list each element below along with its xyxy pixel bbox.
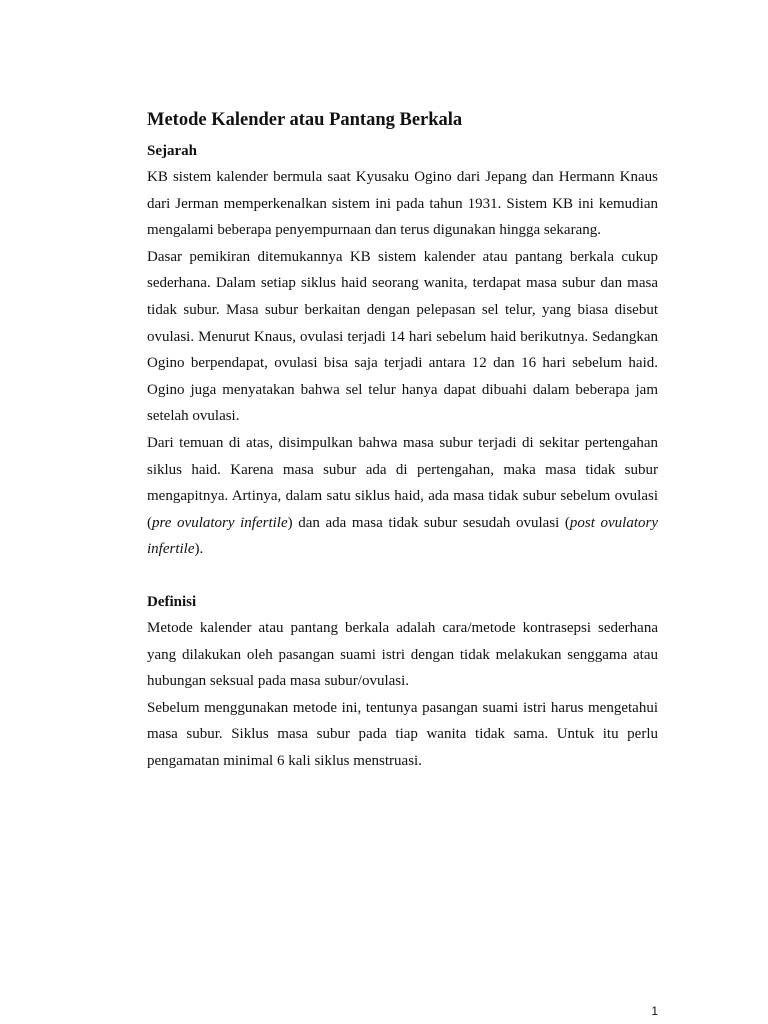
document-body bbox=[147, 108, 658, 774]
sejarah-paragraph-3 bbox=[147, 430, 658, 563]
document-title: Metode Kalender atau Pantang Berkala bbox=[147, 110, 463, 130]
section-heading-definisi: Definisi bbox=[147, 593, 197, 610]
italic-term: post ovulatory infertile bbox=[147, 514, 658, 558]
paragraph-text: ). bbox=[194, 541, 204, 558]
section-heading-sejarah: Sejarah bbox=[147, 143, 197, 159]
paragraph-text: Dari temuan di atas, disimpulkan bahwa masa subur terjadi di sekitar pertengahan siklus haid. Karena masa subur ada di pertengahan, maka masa tidak subur mengapitnya. Artinya, dalam satu siklus haid, ada masa tidak subur sebelum ovulasi ( bbox=[147, 434, 658, 531]
sejarah-paragraph-2: Dasar pemikiran ditemukannya KB sistem kalender atau pantang berkala cukup sederhana. Dalam setiap siklus haid seorang wanita, terdapat masa subur dan masa tidak subur. Masa subur berkaitan dengan pelepasan sel telur, yang biasa disebut ovulasi. Menurut Knaus, ovulasi terjadi 14 hari sebelum haid berikutnya. Sedangkan Ogino berpendapat, ovulasi bisa saja terjadi antara 12 dan 16 hari sebelum haid. Ogino juga menyatakan bahwa sel telur hanya dapat dibuahi dalam beberapa jam setelah ovulasi. bbox=[147, 248, 658, 425]
page-number: 1 bbox=[651, 1004, 658, 1018]
sejarah-paragraph-1: KB sistem kalender bermula saat Kyusaku Ogino dari Jepang dan Hermann Knaus dari Jerman memperkenalkan sistem ini pada tahun 1931. Sistem KB ini kemudian mengalami beberapa penyempurnaan dan terus digunakan hingga sekarang. bbox=[147, 169, 658, 239]
italic-term: pre ovulatory infertile bbox=[152, 514, 288, 531]
section-spacer bbox=[147, 563, 658, 589]
definisi-paragraph-2: Sebelum menggunakan metode ini, tentunya pasangan suami istri harus mengetahui masa subur. Siklus masa subur pada tiap wanita tidak sama. Untuk itu perlu pengamatan minimal 6 kali siklus menstruasi. bbox=[147, 699, 658, 769]
paragraph-text: ) dan ada masa tidak subur sesudah ovulasi ( bbox=[287, 514, 570, 531]
definisi-paragraph-1: Metode kalender atau pantang berkala adalah cara/metode kontrasepsi sederhana yang dilakukan oleh pasangan suami istri dengan tidak melakukan senggama atau hubungan seksual pada masa subur/ovulasi. bbox=[147, 619, 658, 690]
